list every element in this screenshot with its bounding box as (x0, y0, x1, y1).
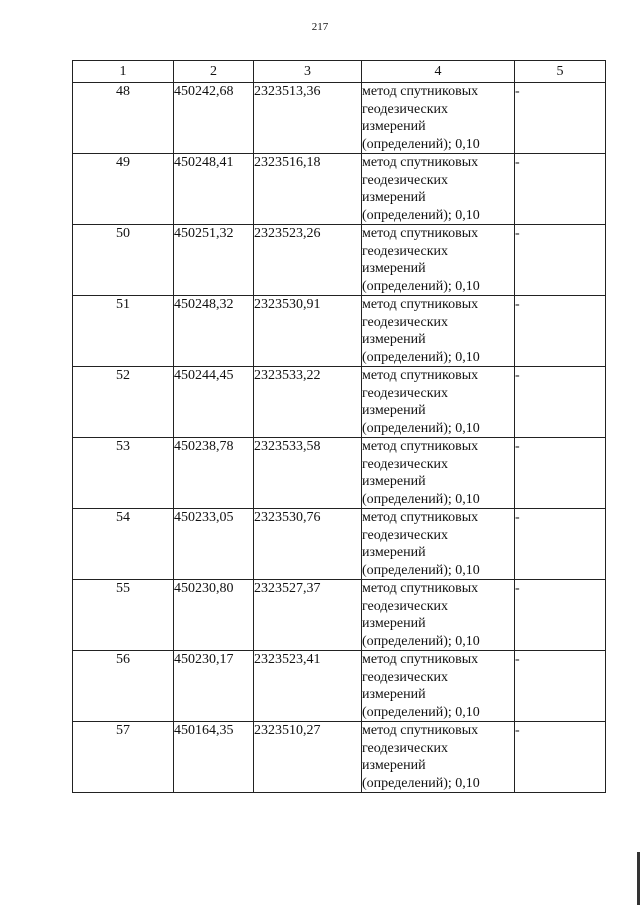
point-number: 53 (73, 438, 174, 509)
point-number: 57 (73, 722, 174, 793)
table-row (73, 225, 606, 296)
point-number: 50 (73, 225, 174, 296)
method-cell: метод спутниковых геодезических измерений (определений); 0,10 (362, 83, 515, 154)
column-header: 3 (254, 61, 362, 83)
point-number: 54 (73, 509, 174, 580)
note-cell: - (515, 225, 606, 296)
coord-x: 450251,32 (174, 225, 254, 296)
coord-y: 2323516,18 (254, 154, 362, 225)
table-header-row (73, 61, 606, 83)
point-number: 52 (73, 367, 174, 438)
table-row (73, 438, 606, 509)
coord-x: 450233,05 (174, 509, 254, 580)
coord-x: 450248,32 (174, 296, 254, 367)
point-number: 51 (73, 296, 174, 367)
coordinates-table (72, 60, 606, 793)
point-number: 49 (73, 154, 174, 225)
table-row (73, 722, 606, 793)
coord-x: 450164,35 (174, 722, 254, 793)
note-cell: - (515, 296, 606, 367)
method-cell: метод спутниковых геодезических измерений (определений); 0,10 (362, 225, 515, 296)
page-number: 217 (311, 21, 329, 33)
coord-y: 2323530,76 (254, 509, 362, 580)
coord-x: 450230,17 (174, 651, 254, 722)
coord-y: 2323530,91 (254, 296, 362, 367)
note-cell: - (515, 438, 606, 509)
note-cell: - (515, 367, 606, 438)
table-row (73, 83, 606, 154)
method-cell: метод спутниковых геодезических измерений (определений); 0,10 (362, 651, 515, 722)
coord-y: 2323527,37 (254, 580, 362, 651)
note-cell: - (515, 651, 606, 722)
method-cell: метод спутниковых геодезических измерений (определений); 0,10 (362, 722, 515, 793)
column-header: 4 (362, 61, 515, 83)
coord-y: 2323523,26 (254, 225, 362, 296)
column-header: 1 (73, 61, 174, 83)
method-cell: метод спутниковых геодезических измерений (определений); 0,10 (362, 367, 515, 438)
method-cell: метод спутниковых геодезических измерений (определений); 0,10 (362, 438, 515, 509)
coord-x: 450238,78 (174, 438, 254, 509)
table-row (73, 367, 606, 438)
method-cell: метод спутниковых геодезических измерений (определений); 0,10 (362, 509, 515, 580)
coord-y: 2323533,22 (254, 367, 362, 438)
note-cell: - (515, 509, 606, 580)
point-number: 56 (73, 651, 174, 722)
table-row (73, 154, 606, 225)
note-cell: - (515, 722, 606, 793)
table-row (73, 296, 606, 367)
coord-y: 2323510,27 (254, 722, 362, 793)
note-cell: - (515, 580, 606, 651)
coord-x: 450230,80 (174, 580, 254, 651)
method-cell: метод спутниковых геодезических измерений (определений); 0,10 (362, 580, 515, 651)
method-cell: метод спутниковых геодезических измерений (определений); 0,10 (362, 296, 515, 367)
table-row (73, 509, 606, 580)
column-header: 2 (174, 61, 254, 83)
point-number: 48 (73, 83, 174, 154)
coord-x: 450244,45 (174, 367, 254, 438)
coord-y: 2323533,58 (254, 438, 362, 509)
method-cell: метод спутниковых геодезических измерений (определений); 0,10 (362, 154, 515, 225)
column-header: 5 (515, 61, 606, 83)
table-row (73, 580, 606, 651)
note-cell: - (515, 83, 606, 154)
note-cell: - (515, 154, 606, 225)
coord-y: 2323513,36 (254, 83, 362, 154)
coord-y: 2323523,41 (254, 651, 362, 722)
coord-x: 450248,41 (174, 154, 254, 225)
coord-x: 450242,68 (174, 83, 254, 154)
point-number: 55 (73, 580, 174, 651)
table-row (73, 651, 606, 722)
